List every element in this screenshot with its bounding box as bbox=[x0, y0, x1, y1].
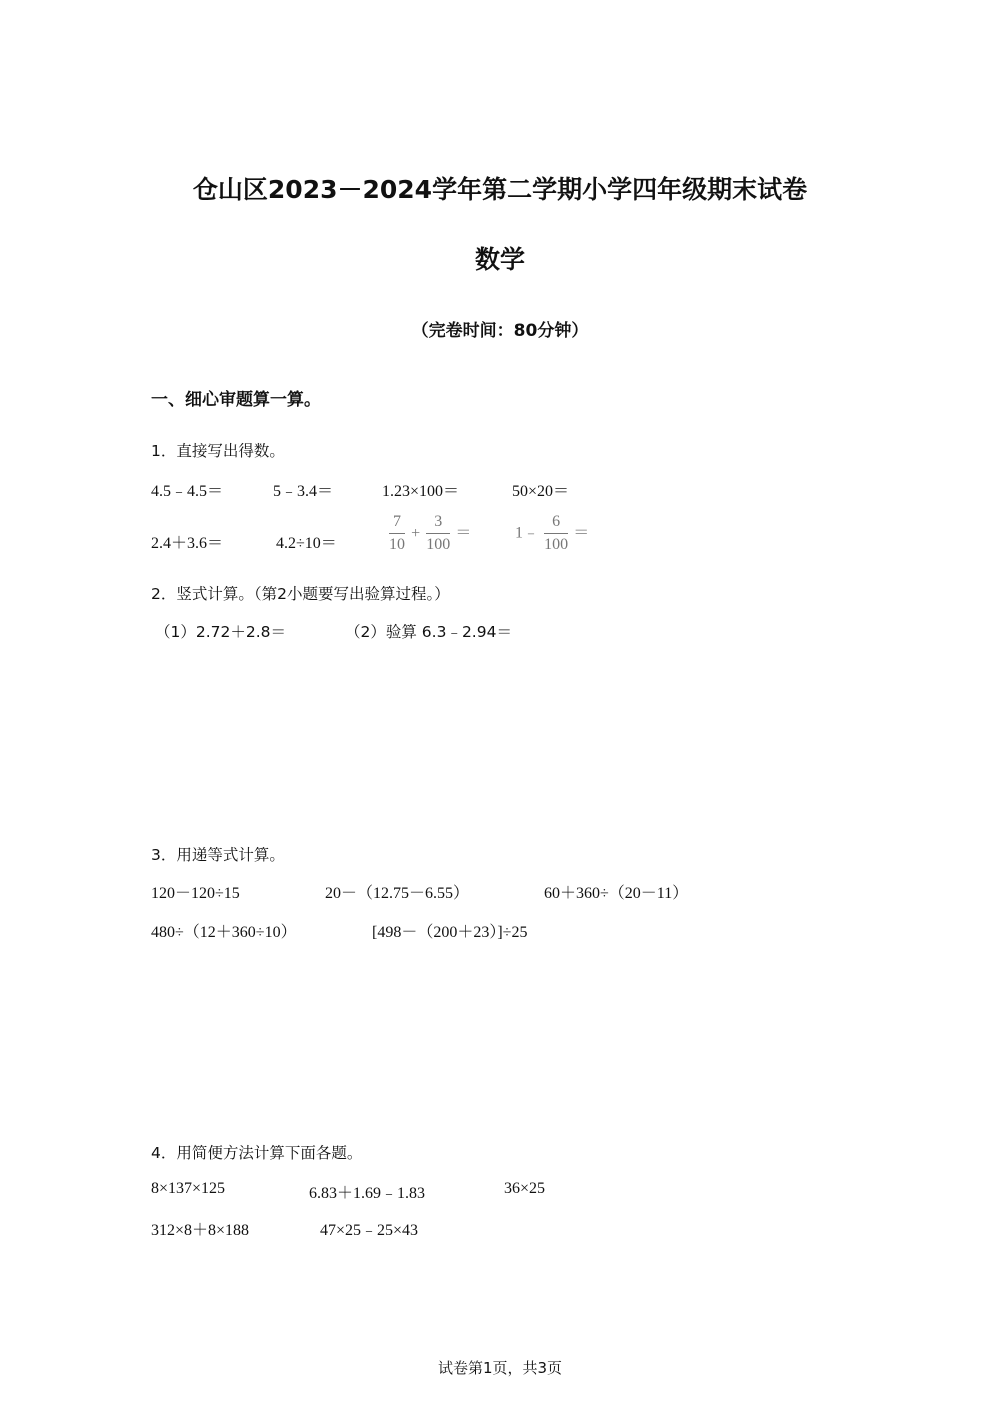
q3-expr-4: 480÷（12＋360÷10） bbox=[151, 924, 297, 941]
q1-expr-2: 5﹣3.4＝ bbox=[273, 483, 334, 500]
q1-expr-5: 2.4＋3.6＝ bbox=[151, 535, 224, 552]
fraction-numerator: 3 bbox=[434, 513, 443, 530]
fraction-three-hundredths bbox=[426, 513, 450, 553]
q3-expr-2: 20－（12.75－6.55） bbox=[325, 885, 470, 902]
question-3-prompt: 3．用递等式计算。 bbox=[151, 846, 285, 864]
exam-title: 仓山区2023－2024学年第二学期小学四年级期末试卷 bbox=[192, 175, 808, 204]
q2-item-1: （1）2.72＋2.8＝ bbox=[155, 623, 287, 641]
fraction-bar bbox=[544, 533, 568, 534]
fraction-bar bbox=[426, 533, 450, 534]
one-minus: 1﹣ bbox=[515, 524, 540, 542]
q4-expr-3: 36×25 bbox=[504, 1180, 546, 1197]
q3-expr-3: 60＋360÷（20－11） bbox=[544, 885, 689, 902]
section-heading: 一、细心审题算一算。 bbox=[151, 390, 321, 410]
q4-expr-5: 47×25﹣25×43 bbox=[320, 1222, 419, 1239]
question-2-prompt: 2．竖式计算。（第2小题要写出验算过程。） bbox=[151, 585, 450, 603]
exam-duration: （完卷时间：80分钟） bbox=[411, 321, 589, 341]
question-1-prompt: 1．直接写出得数。 bbox=[151, 442, 285, 460]
q2-item-2: （2）验算 6.3﹣2.94＝ bbox=[345, 623, 512, 641]
q3-expr-5: [498－（200＋23）]÷25 bbox=[372, 924, 528, 941]
q1-expr-4: 50×20＝ bbox=[512, 483, 570, 500]
fraction-denominator: 100 bbox=[544, 535, 569, 553]
fraction-six-hundredths bbox=[544, 513, 568, 553]
question-4-prompt: 4．用简便方法计算下面各题。 bbox=[151, 1144, 363, 1162]
q4-expr-1: 8×137×125 bbox=[151, 1180, 226, 1197]
fraction-denominator: 10 bbox=[389, 535, 405, 553]
page-footer: 试卷第1页，共3页 bbox=[437, 1359, 563, 1377]
q1-expr-6: 4.2÷10＝ bbox=[276, 535, 337, 552]
q1-fraction-expression-a bbox=[389, 513, 471, 553]
q3-expr-1: 120－120÷15 bbox=[151, 885, 240, 902]
q1-expr-3: 1.23×100＝ bbox=[382, 483, 460, 500]
q4-expr-4: 312×8＋8×188 bbox=[151, 1222, 250, 1239]
q4-expr-2: 6.83＋1.69﹣1.83 bbox=[309, 1185, 426, 1202]
fraction-numerator: 6 bbox=[552, 513, 561, 530]
fraction-seven-tenths bbox=[389, 513, 405, 553]
equals-sign: ＝ bbox=[455, 524, 472, 542]
exam-subject: 数学 bbox=[474, 245, 525, 274]
plus-sign: + bbox=[411, 524, 421, 542]
fraction-bar bbox=[389, 533, 405, 534]
fraction-numerator: 7 bbox=[393, 513, 401, 530]
q1-expr-1: 4.5﹣4.5＝ bbox=[151, 483, 224, 500]
q1-fraction-expression-b bbox=[515, 513, 589, 553]
equals-sign: ＝ bbox=[573, 524, 590, 542]
fraction-denominator: 100 bbox=[426, 535, 451, 553]
